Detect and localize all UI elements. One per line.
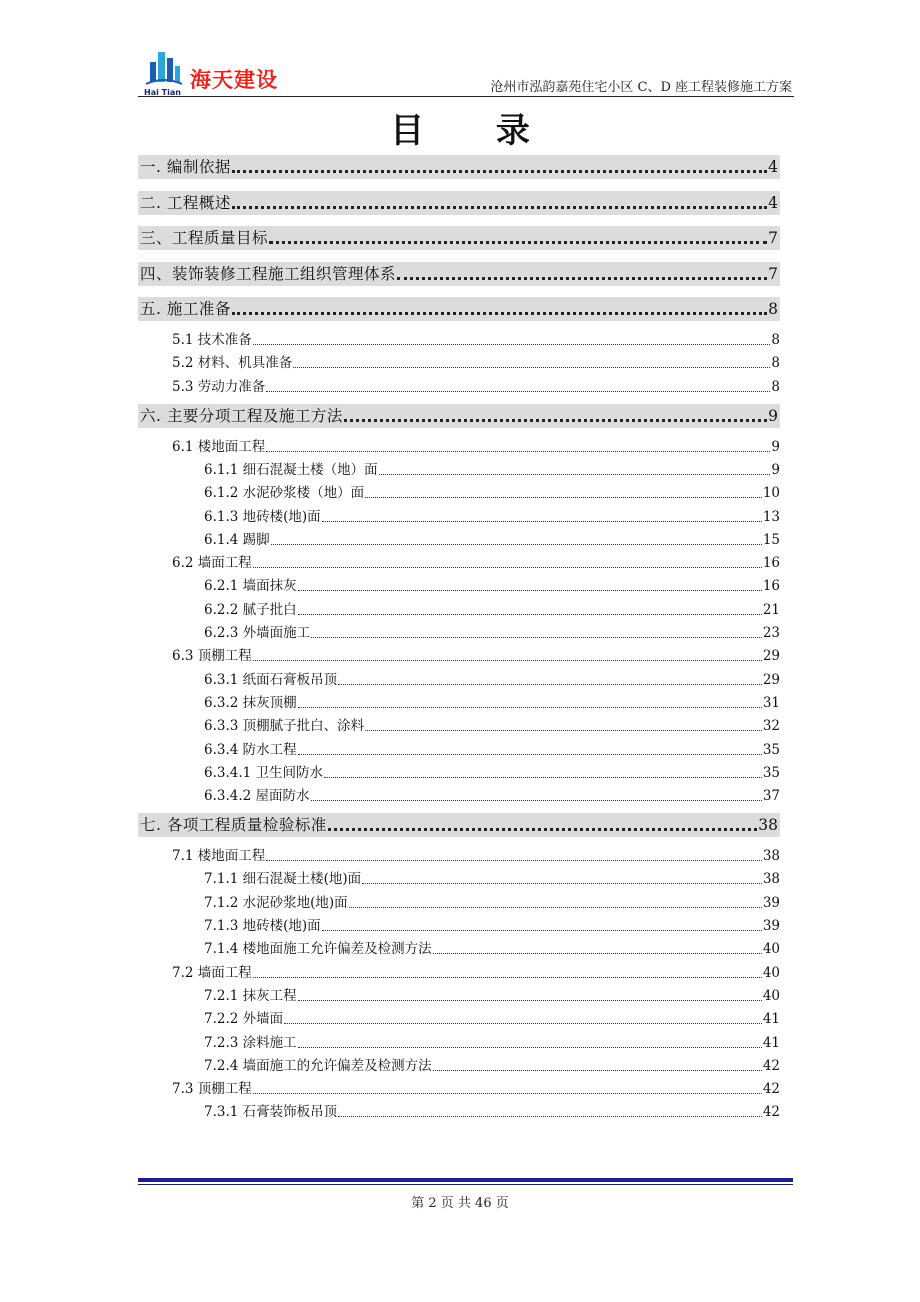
toc-entry[interactable]	[138, 191, 780, 215]
toc-entry-page: 39	[762, 918, 780, 934]
toc-entry-page: 41	[762, 1011, 780, 1028]
toc-entry[interactable]	[138, 297, 780, 321]
toc-dot-leader	[253, 646, 762, 666]
toc-entry-page: 8	[771, 332, 780, 348]
toc-dot-leader	[232, 297, 767, 321]
toc-entry-page: 39	[762, 894, 780, 911]
toc-entry-label: 七. 各项工程质量检验标准	[140, 816, 327, 835]
toc-dot-leader	[322, 507, 762, 527]
toc-entry-page: 13	[762, 508, 780, 525]
toc-entry-page: 35	[762, 741, 780, 758]
building-logo-icon	[144, 50, 184, 86]
toc-entry[interactable]	[138, 670, 780, 690]
toc-entry-label: 6.2.2 腻子批白	[204, 601, 297, 618]
toc-entry-label: 7.1.1 细石混凝土楼(地)面	[204, 871, 362, 888]
toc-dot-leader	[253, 1079, 762, 1099]
toc-entry[interactable]	[138, 939, 780, 959]
toc-entry-page: 40	[762, 964, 780, 981]
toc-entry-page: 4	[768, 193, 778, 212]
toc-entry-page: 38	[762, 848, 780, 865]
toc-entry-page: 32	[762, 718, 780, 735]
toc-entry[interactable]	[138, 763, 780, 783]
toc-entry-page: 29	[762, 671, 780, 688]
toc-entry-page: 4	[768, 158, 778, 176]
toc-entry-label: 6.2.1 墙面抹灰	[204, 578, 297, 595]
toc-dot-leader	[298, 1033, 762, 1053]
toc-dot-leader	[298, 740, 762, 760]
toc-entry-label: 一. 编制依据	[140, 158, 231, 176]
toc-entry-page: 8	[771, 378, 780, 395]
toc-dot-leader	[266, 437, 770, 457]
toc-entry[interactable]	[138, 530, 780, 550]
toc-entry-page: 23	[762, 625, 780, 641]
toc-entry[interactable]	[138, 893, 780, 913]
toc-entry[interactable]	[138, 716, 780, 736]
toc-entry-page: 38	[758, 816, 778, 835]
toc-entry[interactable]	[138, 353, 780, 373]
toc-dot-leader	[298, 693, 762, 713]
toc-entry[interactable]	[138, 740, 780, 760]
toc-entry[interactable]	[138, 226, 780, 250]
toc-entry-label: 7.2.3 涂料施工	[204, 1034, 297, 1051]
toc-entry[interactable]	[138, 1056, 780, 1076]
toc-entry-page: 7	[768, 264, 778, 283]
toc-entry[interactable]	[138, 986, 780, 1006]
toc-entry-page: 9	[768, 406, 778, 425]
toc-dot-leader	[322, 916, 762, 936]
toc-heading: 目 录	[390, 111, 560, 151]
toc-dot-leader	[379, 460, 771, 480]
toc-dot-leader	[338, 1102, 762, 1122]
toc-entry-label: 5.2 材料、机具准备	[172, 355, 293, 372]
toc-dot-leader	[324, 763, 762, 783]
toc-entry-label: 6.1.4 踢脚	[204, 531, 270, 548]
toc-entry-label: 五. 施工准备	[140, 300, 231, 318]
toc-entry-label: 6.3.1 纸面石膏板吊顶	[204, 671, 338, 688]
toc-dot-leader	[338, 670, 762, 690]
toc-dot-leader	[253, 553, 762, 573]
toc-entry[interactable]	[138, 483, 780, 503]
toc-entry-label: 6.3 顶棚工程	[172, 648, 252, 665]
toc-entry-label: 6.3.4.2 屋面防水	[204, 788, 310, 805]
toc-entry[interactable]	[138, 262, 780, 286]
toc-dot-leader	[293, 353, 770, 373]
toc-entry[interactable]	[138, 1079, 780, 1099]
toc-entry-page: 42	[762, 1081, 780, 1098]
toc-entry[interactable]	[138, 1102, 780, 1122]
toc-dot-leader	[271, 530, 762, 550]
toc-dot-leader	[266, 377, 770, 397]
toc-entry-page: 21	[762, 601, 780, 618]
toc-entry[interactable]	[138, 693, 780, 713]
toc-entry-label: 7.3.1 石膏装饰板吊顶	[204, 1104, 338, 1121]
toc-entry-page: 16	[762, 555, 780, 572]
toc-dot-leader	[311, 786, 762, 806]
toc-entry[interactable]	[138, 786, 780, 806]
toc-entry-page: 10	[762, 485, 780, 502]
toc-entry-page: 42	[762, 1104, 780, 1121]
toc-entry-label: 6.2.3 外墙面施工	[204, 625, 311, 641]
toc-dot-leader	[232, 155, 767, 179]
toc-entry-label: 6.1.1 细石混凝土楼（地）面	[204, 461, 378, 478]
toc-dot-leader	[433, 939, 762, 959]
toc-entry-label: 7.1.2 水泥砂浆地(地)面	[204, 894, 348, 911]
toc-entry[interactable]	[138, 813, 780, 837]
toc-entry-label: 六. 主要分项工程及施工方法	[140, 406, 343, 425]
toc-dot-leader	[298, 576, 762, 596]
toc-entry-label: 7.1.4 楼地面施工允许偏差及检测方法	[204, 941, 432, 958]
toc-dot-leader	[397, 262, 767, 286]
toc-entry-page: 40	[762, 941, 780, 958]
toc-entry[interactable]	[138, 646, 780, 666]
toc-entry-label: 7.2.2 外墙面	[204, 1011, 284, 1028]
toc-entry[interactable]	[138, 437, 780, 457]
page-header	[138, 48, 794, 98]
toc-entry-label: 7.1.3 地砖楼(地)面	[204, 918, 321, 934]
toc-entry-label: 7.1 楼地面工程	[172, 848, 266, 865]
toc-entry-label: 6.1.2 水泥砂浆楼（地）面	[204, 485, 365, 502]
toc-dot-leader	[365, 716, 762, 736]
toc-entry-label: 7.2 墙面工程	[172, 964, 252, 981]
toc-entry-page: 38	[762, 871, 780, 888]
toc-dot-leader	[269, 226, 767, 250]
toc-dot-leader	[298, 986, 762, 1006]
toc-entry[interactable]	[138, 507, 780, 527]
toc-entry-label: 三、工程质量目标	[140, 229, 269, 247]
toc-entry[interactable]	[138, 916, 780, 936]
toc-entry-label: 7.3 顶棚工程	[172, 1081, 252, 1098]
document-title: 沧州市泓韵嘉苑住宅小区 C、D 座工程装修施工方案	[490, 80, 792, 95]
toc-entry-page: 29	[762, 648, 780, 665]
footer-divider-thin	[138, 1184, 793, 1185]
toc-entry-page: 9	[771, 438, 780, 455]
toc-entry-page: 16	[762, 578, 780, 595]
toc-dot-leader	[365, 483, 762, 503]
toc-entry-label: 5.3 劳动力准备	[172, 378, 266, 395]
toc-dot-leader	[349, 893, 762, 913]
toc-entry-label: 5.1 技术准备	[172, 332, 252, 348]
toc-entry[interactable]	[138, 1009, 780, 1029]
toc-entry-label: 7.2.1 抹灰工程	[204, 987, 297, 1004]
toc-entry-page: 8	[768, 300, 778, 318]
toc-entry-label: 6.3.4 防水工程	[204, 741, 297, 758]
page-number: 第 2 页 共 46 页	[411, 1196, 509, 1211]
toc-dot-leader	[253, 963, 762, 983]
toc-entry-label: 6.3.3 顶棚腻子批白、涂料	[204, 718, 365, 735]
toc-entry[interactable]	[138, 330, 780, 350]
toc-entry[interactable]	[138, 963, 780, 983]
toc-dot-leader	[232, 191, 767, 215]
toc-entry-page: 31	[762, 694, 780, 711]
toc-entry[interactable]	[138, 623, 780, 643]
logo-subtext: Hai Tian	[144, 88, 181, 97]
toc-dot-leader	[311, 623, 762, 643]
toc-entry-label: 7.2.4 墙面施工的允许偏差及检测方法	[204, 1057, 432, 1074]
toc-entry-page: 42	[762, 1057, 780, 1074]
toc-entry-label: 6.1 楼地面工程	[172, 438, 266, 455]
toc-entry-page: 7	[768, 229, 778, 247]
toc-entry[interactable]	[138, 553, 780, 573]
toc-entry-label: 6.3.2 抹灰顶棚	[204, 694, 297, 711]
toc-entry-label: 二. 工程概述	[140, 193, 231, 212]
toc-entry-label: 四、装饰装修工程施工组织管理体系	[140, 264, 397, 283]
toc-entry-page: 9	[771, 461, 780, 478]
toc-entry-page: 15	[762, 531, 780, 548]
header-divider	[138, 96, 794, 97]
toc-entry[interactable]	[138, 1033, 780, 1053]
toc-dot-leader	[284, 1009, 762, 1029]
toc-entry[interactable]	[138, 460, 780, 480]
toc-dot-leader	[266, 846, 762, 866]
toc-dot-leader	[344, 404, 767, 428]
company-logo	[138, 48, 298, 100]
toc-entry-page: 35	[762, 764, 780, 781]
toc-entry-label: 6.3.4.1 卫生间防水	[204, 764, 324, 781]
toc-dot-leader	[328, 813, 757, 837]
toc-entry[interactable]	[138, 404, 780, 428]
toc-dot-leader	[433, 1056, 762, 1076]
toc-entry-page: 8	[771, 355, 780, 372]
toc-entry[interactable]	[138, 377, 780, 397]
toc-entry-label: 6.1.3 地砖楼(地)面	[204, 508, 321, 525]
toc-dot-leader	[362, 869, 762, 889]
toc-entry-page: 41	[762, 1034, 780, 1051]
toc-entry[interactable]	[138, 869, 780, 889]
toc-dot-leader	[298, 600, 762, 620]
toc-entry-page: 40	[762, 987, 780, 1004]
logo-text: 海天建设	[190, 68, 278, 92]
toc-entry[interactable]	[138, 846, 780, 866]
toc-dot-leader	[253, 330, 771, 350]
toc-entry[interactable]	[138, 155, 780, 179]
footer-divider-thick	[138, 1178, 793, 1182]
toc-entry[interactable]	[138, 600, 780, 620]
toc-entry-page: 37	[762, 788, 780, 805]
toc-entry-label: 6.2 墙面工程	[172, 555, 252, 572]
toc-entry[interactable]	[138, 576, 780, 596]
